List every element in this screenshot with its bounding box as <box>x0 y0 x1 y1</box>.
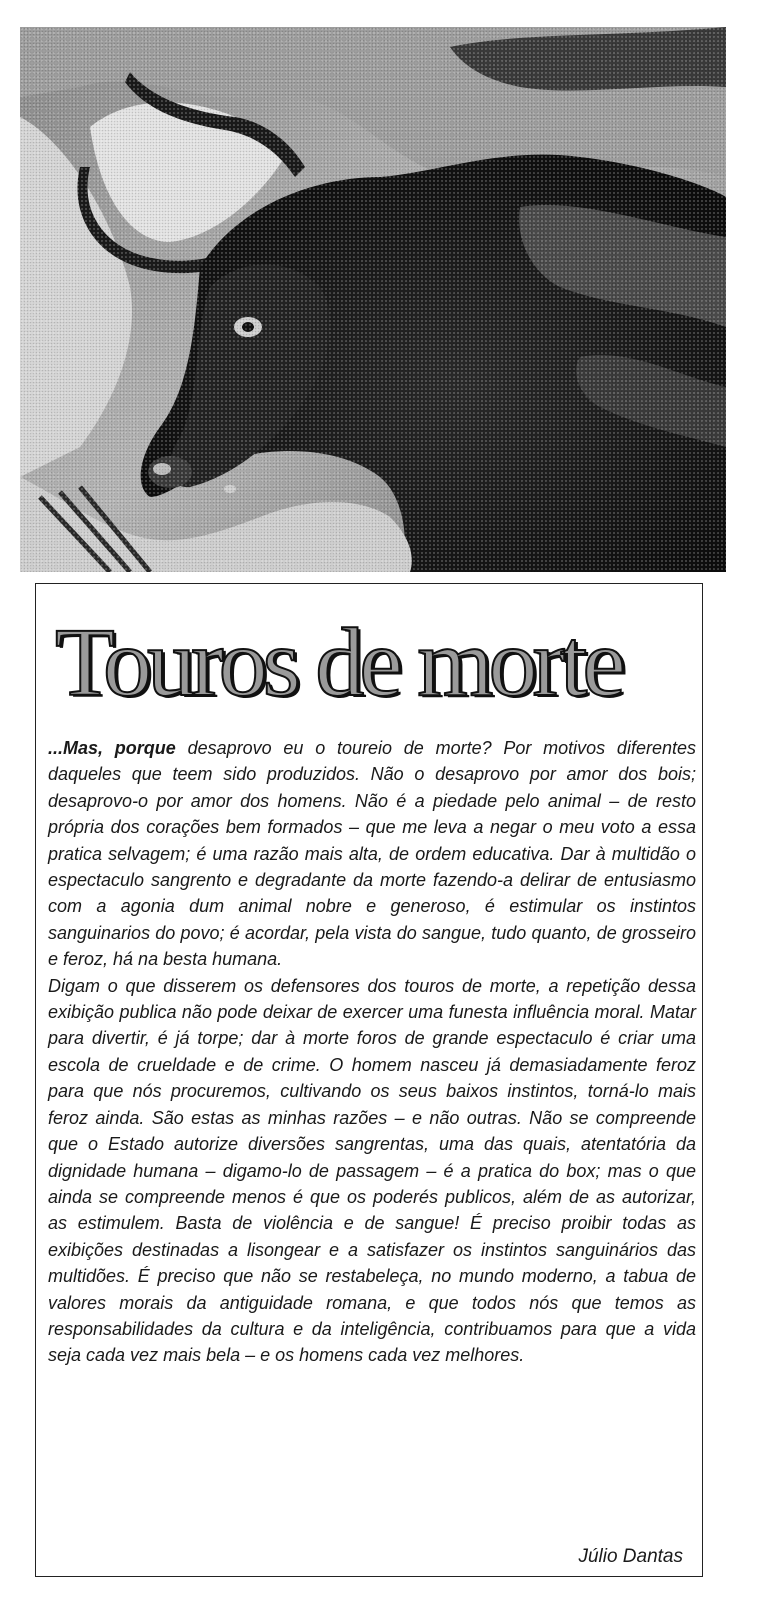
cropped-next-line <box>0 1582 765 1600</box>
lead-emphasis: ...Mas, porque <box>48 738 176 758</box>
article-paragraph-1 <box>48 735 696 973</box>
bull-photo <box>20 27 726 572</box>
paragraph-1-text: desaprovo eu o toureio de morte? Por motivos diferentes daqueles que teem sido produzidos. Não o desaprovo por amor dos bois; desaprovo-o por amor dos homens. Não é a piedade pelo animal – de resto própria dos corações bem formados – que me leva a negar o meu voto a essa pratica selvagem; é uma razão mais alta, de ordem educativa. Dar à multidão o espectaculo sangrento e degradante da morte fazendo-a delirar de entusiasmo com a agonia dum animal nobre e generoso, é estimular os instintos sanguinarios do povo; é acordar, pela vista do sangue, tudo quanto, de grosseiro e feroz, há na besta humana. <box>48 738 696 970</box>
article-paragraph-2: Digam o que disserem os defensores dos touros de morte, a repetição dessa exibição publica não pode deixar de exercer uma funesta influência moral. Matar para divertir, é já torpe; dar à morte foros de grande espectaculo é criar uma escola de crueldade e de crime. O homem nasceu já demasiadamente feroz para que nós procuremos, cultivando os seus baixos instintos, torná-lo mais feroz ainda. São estas as minhas razões – e não outras. Não se compreende que o Estado autorize diversões sangrentas, uma das quais, atentatória da dignidade humana – digamo-lo de passagem – é a pratica do box; mas o que ainda se compreende menos é que os poderés publicos, além de as autorizar, as estimulem. Basta de violência e de sangue! É preciso proibir todas as exibições destinadas a lisongear e a satisfazer os instintos sanguinários das multidões. É preciso que não se restabeleça, no mundo moderno, a tabua de valores morais da antiguidade romana, e que todos nós que temos as responsabilidades da cultura e da inteligência, contribuamos para que a vida seja cada vez mais bela – e os homens cada vez melhores. <box>48 975 696 1366</box>
article-body <box>48 735 696 1369</box>
author-signature: Júlio Dantas <box>578 1546 683 1567</box>
bull-halftone-image <box>20 27 726 572</box>
article-title: Touros de morte <box>55 609 621 717</box>
